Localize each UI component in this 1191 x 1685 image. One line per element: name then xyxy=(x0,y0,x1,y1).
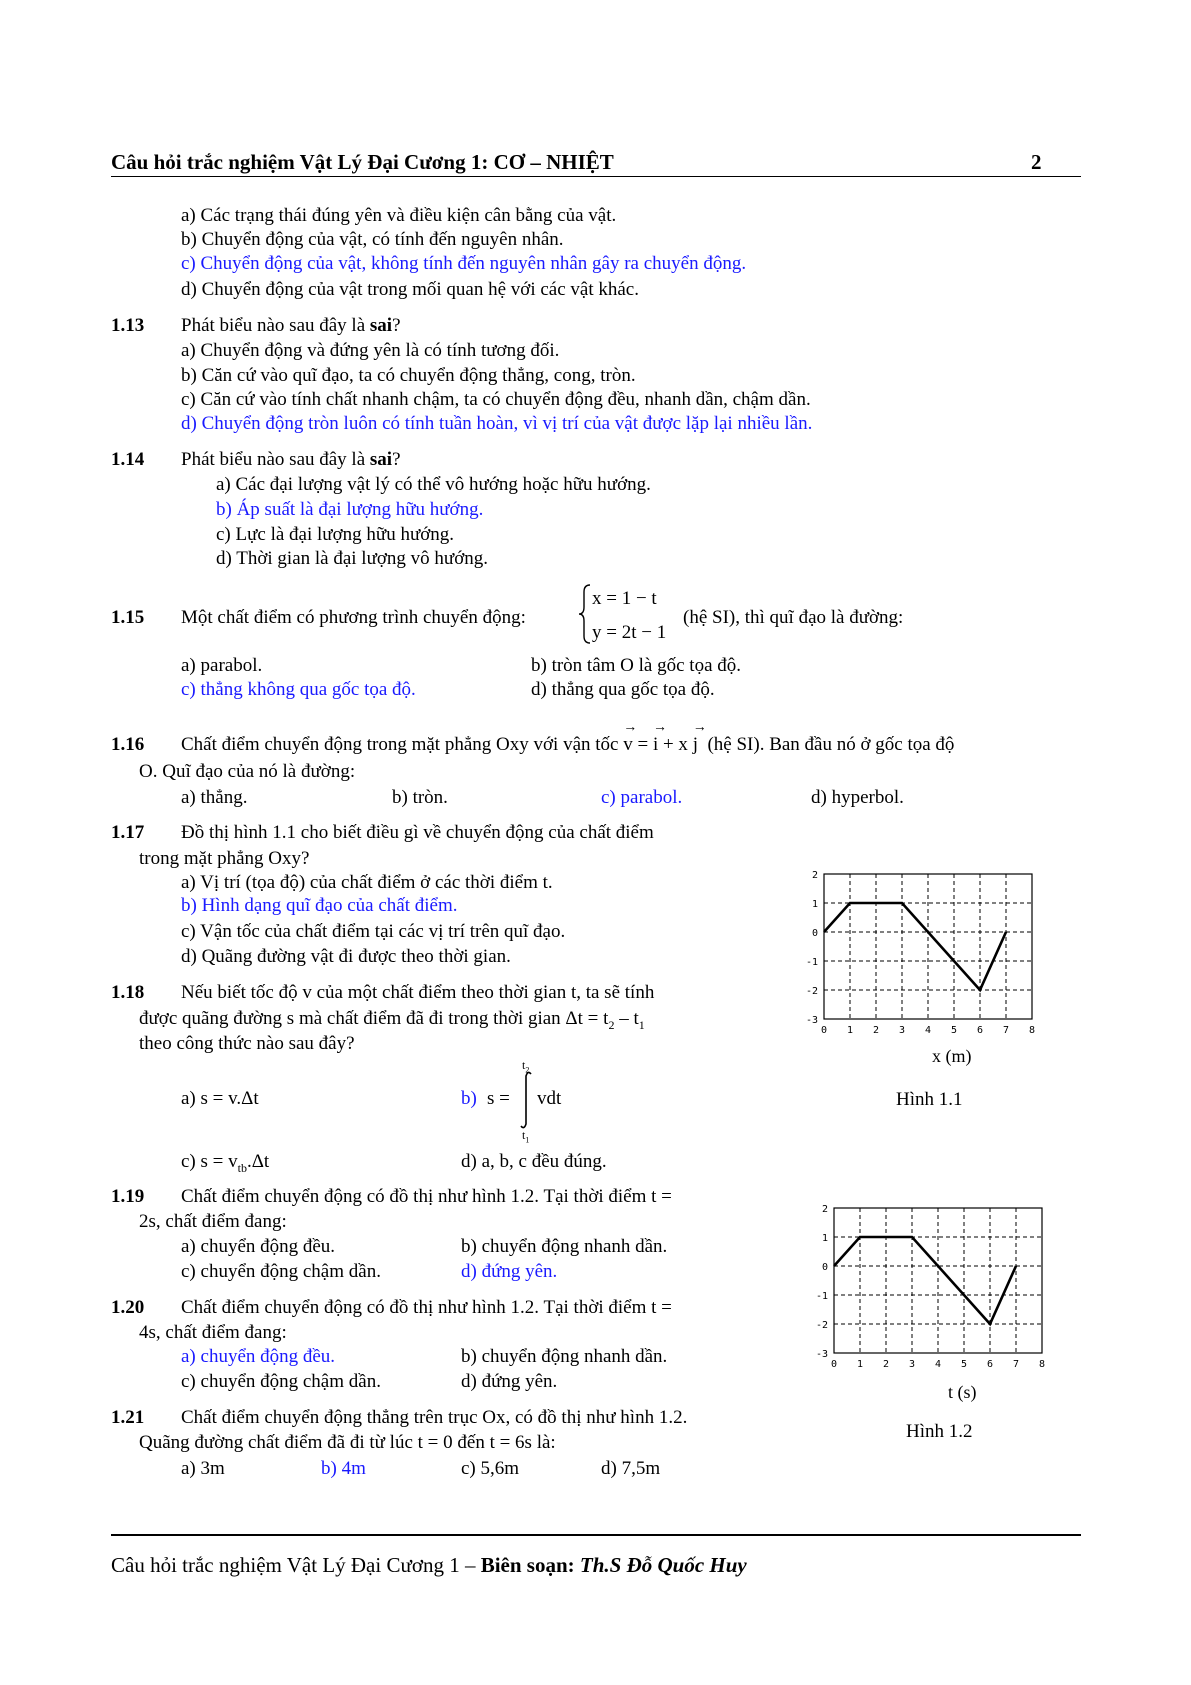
x-tick-label: 1 xyxy=(856,1359,864,1370)
q113-option-d: d) Chuyển động tròn luôn có tính tuần hoàn, vì vị trí của vật được lặp lại nhiều lần. xyxy=(181,413,813,434)
y-tick-label: -2 xyxy=(805,986,818,997)
q114-option-d: d) Thời gian là đại lượng vô hướng. xyxy=(216,548,489,569)
page-title: Câu hỏi trắc nghiệm Vật Lý Đại Cương 1: CƠ – NHIỆT xyxy=(111,150,614,174)
q121-option-b: b) 4m xyxy=(321,1458,366,1479)
vector-i: → i xyxy=(653,734,658,756)
y-tick-label: -1 xyxy=(805,957,818,968)
q116-option-d: d) hyperbol. xyxy=(811,787,904,808)
q116-number: 1.16 xyxy=(111,734,145,755)
figure-1-1-chart xyxy=(805,862,1055,1062)
q115-option-b: b) tròn tâm O là gốc tọa độ. xyxy=(531,655,742,676)
q114-stem: Phát biểu nào sau đây là sai? xyxy=(181,449,401,470)
q113-stem: Phát biểu nào sau đây là sai? xyxy=(181,315,401,336)
q113-option-a: a) Chuyển động và đứng yên là có tính tương đối. xyxy=(181,340,560,361)
header-rule xyxy=(111,176,1081,177)
q112-option-b: b) Chuyển động của vật, có tính đến nguyên nhân. xyxy=(181,229,564,250)
q120-number: 1.20 xyxy=(111,1297,145,1318)
q120-option-a: a) chuyển động đều. xyxy=(181,1346,336,1367)
q113-option-b: b) Căn cứ vào quĩ đạo, ta có chuyển động thẳng, cong, tròn. xyxy=(181,365,636,386)
q117-option-a: a) Vị trí (tọa độ) của chất điểm ở các thời điểm t. xyxy=(181,872,553,893)
q119-number: 1.19 xyxy=(111,1186,145,1207)
q118-option-d: d) a, b, c đều đúng. xyxy=(461,1151,607,1172)
q120-option-d: d) đứng yên. xyxy=(461,1371,558,1392)
integral-integrand: vdt xyxy=(537,1088,562,1109)
figure-1-1-caption: Hình 1.1 xyxy=(896,1089,963,1110)
q119-line2: 2s, chất điểm đang: xyxy=(139,1211,287,1232)
q119-option-c: c) chuyển động chậm dần. xyxy=(181,1261,381,1282)
q118-option-a: a) s = v.Δt xyxy=(181,1088,259,1109)
y-tick-label: -3 xyxy=(805,1015,818,1026)
q121-option-a: a) 3m xyxy=(181,1458,225,1479)
q120-option-b: b) chuyển động nhanh dần. xyxy=(461,1346,668,1367)
footer-rule xyxy=(111,1534,1081,1536)
footer-text: Câu hỏi trắc nghiệm Vật Lý Đại Cương 1 – Biên soạn: Th.S Đỗ Quốc Huy xyxy=(111,1553,747,1577)
x-tick-label: 4 xyxy=(934,1359,942,1370)
q121-option-c: c) 5,6m xyxy=(461,1458,520,1479)
q112-option-c: c) Chuyển động của vật, không tính đến nguyên nhân gây ra chuyển động. xyxy=(181,253,747,274)
q118-line3: theo công thức nào sau đây? xyxy=(139,1033,355,1054)
x-tick-label: 4 xyxy=(924,1025,932,1036)
x-tick-label: 8 xyxy=(1028,1025,1036,1036)
q118-line1: Nếu biết tốc độ v của một chất điểm theo thời gian t, ta sẽ tính xyxy=(181,982,655,1003)
q117-line2: trong mặt phẳng Oxy? xyxy=(139,848,310,869)
q116-line2: O. Quĩ đạo của nó là đường: xyxy=(139,761,356,782)
x-tick-label: 7 xyxy=(1012,1359,1020,1370)
x-tick-label: 6 xyxy=(986,1359,994,1370)
q120-line1: Chất điểm chuyển động có đồ thị như hình 1.2. Tại thời điểm t = xyxy=(181,1297,672,1318)
x-tick-label: 8 xyxy=(1038,1359,1046,1370)
y-tick-label: 1 xyxy=(821,1233,828,1244)
q121-number: 1.21 xyxy=(111,1407,145,1428)
q119-line1: Chất điểm chuyển động có đồ thị như hình 1.2. Tại thời điểm t = xyxy=(181,1186,672,1207)
q115-number: 1.15 xyxy=(111,607,145,628)
figure-1-2-caption: Hình 1.2 xyxy=(906,1421,973,1442)
q118-option-c: c) $s = v_{tb}.\Delta t$ xyxy=(181,1151,270,1175)
q117-option-c: c) Vận tốc của chất điểm tại các vị trí trên quĩ đạo. xyxy=(181,921,566,942)
q115-stem: Một chất điểm có phương trình chuyển động: xyxy=(181,607,526,628)
q121-line2: Quãng đường chất điểm đã đi từ lúc t = 0 đến t = 6s là: xyxy=(139,1432,556,1453)
x-tick-label: 6 xyxy=(976,1025,984,1036)
q118-number: 1.18 xyxy=(111,982,145,1003)
figure-1-2-chart xyxy=(815,1196,1065,1396)
series-line xyxy=(824,903,1006,990)
x-tick-label: 0 xyxy=(830,1359,838,1370)
x-tick-label: 3 xyxy=(898,1025,906,1036)
q115-equation-y: y = 2t − 1 xyxy=(592,622,667,643)
system-brace xyxy=(578,583,592,645)
page-number: 2 xyxy=(1031,150,1042,174)
q112-option-a: a) Các trạng thái đúng yên và điều kiện cân bằng của vật. xyxy=(181,205,617,226)
q114-option-b: b) Áp suất là đại lượng hữu hướng. xyxy=(216,499,484,520)
x-tick-label: 2 xyxy=(882,1359,890,1370)
x-tick-label: 3 xyxy=(908,1359,916,1370)
q121-option-d: d) 7,5m xyxy=(601,1458,661,1479)
q113-number: 1.13 xyxy=(111,315,145,336)
q116-option-c: c) parabol. xyxy=(601,787,683,808)
q117-option-b: b) Hình dạng quĩ đạo của chất điểm. xyxy=(181,895,458,916)
q117-line1: Đồ thị hình 1.1 cho biết điều gì về chuyển động của chất điểm xyxy=(181,822,654,843)
q120-line2: 4s, chất điểm đang: xyxy=(139,1322,287,1343)
y-tick-label: -3 xyxy=(815,1349,828,1360)
q114-option-a: a) Các đại lượng vật lý có thể vô hướng hoặc hữu hướng. xyxy=(216,474,651,495)
q114-option-c: c) Lực là đại lượng hữu hướng. xyxy=(216,524,455,545)
q119-option-d: d) đứng yên. xyxy=(461,1261,558,1282)
y-tick-label: 2 xyxy=(811,870,818,881)
q115-option-a: a) parabol. xyxy=(181,655,263,676)
q120-option-c: c) chuyển động chậm dần. xyxy=(181,1371,381,1392)
q118-line2: được quãng đường s mà chất điểm đã đi trong thời gian $\Delta t = t_2 - t_1$ xyxy=(139,1008,645,1032)
y-tick-label: -2 xyxy=(815,1320,828,1331)
x-tick-label: 5 xyxy=(950,1025,958,1036)
y-tick-label: 0 xyxy=(821,1262,828,1273)
q118-option-b-formula: s = xyxy=(487,1088,510,1109)
q121-line1: Chất điểm chuyển động thẳng trên trục Ox, có đồ thị như hình 1.2. xyxy=(181,1407,688,1428)
y-tick-label: 2 xyxy=(821,1204,828,1215)
x-tick-label: 2 xyxy=(872,1025,880,1036)
q112-option-d: d) Chuyển động của vật trong mối quan hệ với các vật khác. xyxy=(181,279,639,300)
q118-option-b-label: b) xyxy=(461,1088,477,1109)
q119-option-a: a) chuyển động đều. xyxy=(181,1236,336,1257)
x-tick-label: 0 xyxy=(820,1025,828,1036)
q115-tail: (hệ SI), thì quĩ đạo là đường: xyxy=(683,607,904,628)
integral-sign xyxy=(518,1070,534,1130)
vector-v: → v xyxy=(623,734,633,756)
y-tick-label: 0 xyxy=(811,928,818,939)
x-tick-label: 7 xyxy=(1002,1025,1010,1036)
q115-option-c: c) thẳng không qua gốc tọa độ. xyxy=(181,679,416,700)
x-tick-label: 5 xyxy=(960,1359,968,1370)
x-tick-label: 1 xyxy=(846,1025,854,1036)
figure-1-1-xlabel: x (m) xyxy=(932,1046,972,1066)
y-tick-label: -1 xyxy=(815,1291,828,1302)
q116-option-b: b) tròn. xyxy=(392,787,448,808)
integral-lower-limit: $t_1$ xyxy=(522,1128,530,1145)
integral-upper-limit: $t_2$ xyxy=(522,1058,530,1075)
q117-number: 1.17 xyxy=(111,822,145,843)
q115-option-d: d) thẳng qua gốc tọa độ. xyxy=(531,679,715,700)
figure-1-2-xlabel: t (s) xyxy=(948,1382,977,1402)
y-tick-label: 1 xyxy=(811,899,818,910)
q114-number: 1.14 xyxy=(111,449,145,470)
q119-option-b: b) chuyển động nhanh dần. xyxy=(461,1236,668,1257)
q116-stem: Chất điểm chuyển động trong mặt phẳng Oxy với vận tốc → v = → i + x → j (hệ SI). Ban đầu nó ở gốc tọa độ xyxy=(181,734,954,756)
vector-j: → j xyxy=(693,734,698,756)
q115-equation-x: x = 1 − t xyxy=(592,588,657,609)
q116-option-a: a) thẳng. xyxy=(181,787,248,808)
series-line xyxy=(834,1237,1016,1324)
q117-option-d: d) Quãng đường vật đi được theo thời gian. xyxy=(181,946,511,967)
q113-option-c: c) Căn cứ vào tính chất nhanh chậm, ta có chuyển động đều, nhanh dần, chậm dần. xyxy=(181,389,811,410)
